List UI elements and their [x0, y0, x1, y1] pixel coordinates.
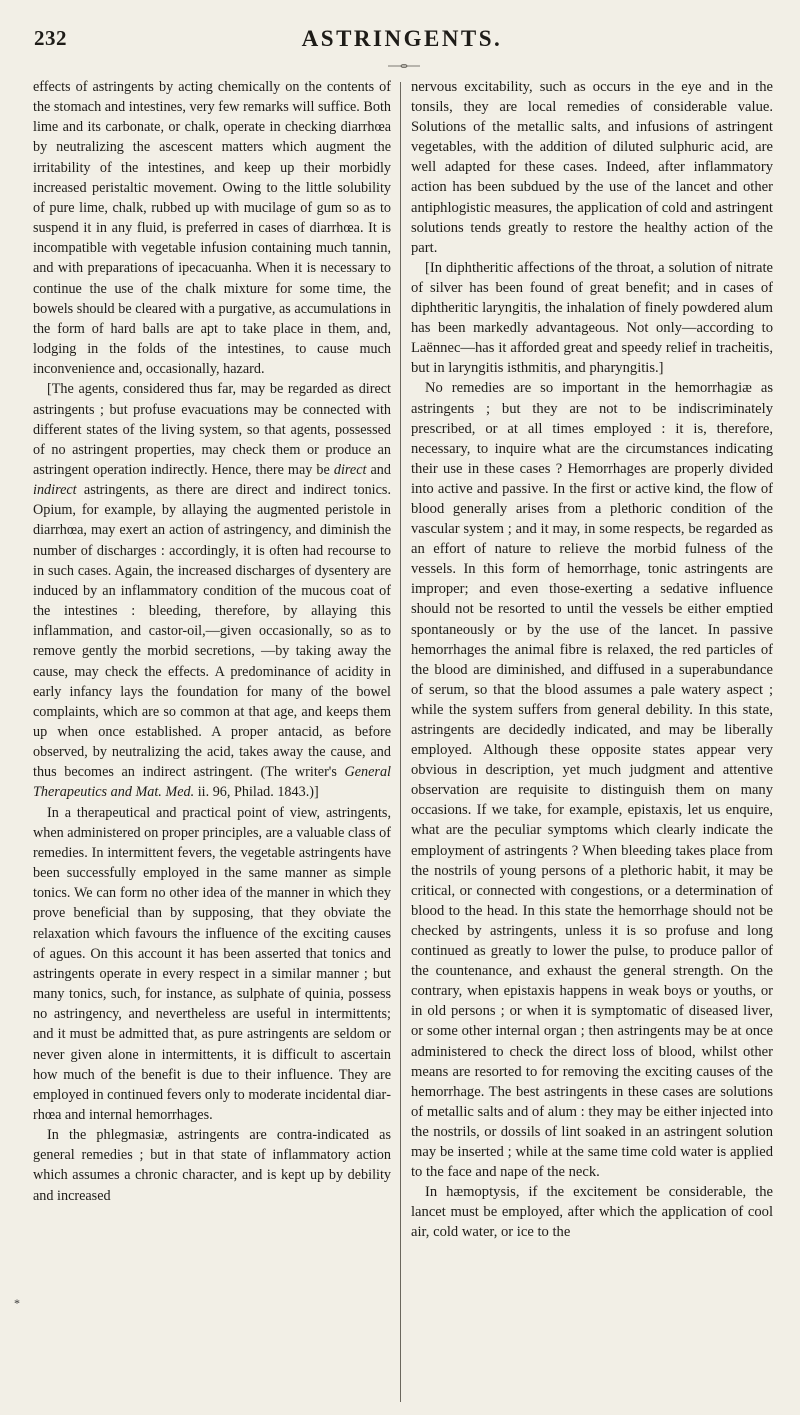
left-paragraph-1: effects of astringents by acting chemically on the contents of the stomach and intestines, very few remarks will suffice. Both lime and its carbonate, or chalk, operate in checking diarrhœa by neutralizing the ascescent matters which augment the irritability of the intestines, and keep up their morbidly increased peristaltic movement. Owing to the little solubility of pure lime, chalk, rubbed up with mucilage of gum so as to suspend it in any fluid, is preferred in cases of diarrhœa. It is incompatible with vegetable infusion containing much tannin, and with preparations of ipecacuanha. When it is necessary to continue the use of the chalk mixture for some time, the bowels should be cleared with a purgative, as accumulations in the form of hard balls are apt to take place in them, and, lodging in the folds of the intestines, to cause much inconvenience and, occasionally, hazard. — [33, 79, 391, 378]
left-paragraph-2-text-c: ii. 96, Philad. 1843.)] — [194, 784, 319, 801]
margin-mark: * — [14, 1296, 20, 1310]
running-title: ASTRINGENTS. — [301, 26, 503, 51]
left-paragraph-2-text-b: astringents, as there are direct and indirect tonics. Opium, for example, by allaying the augmented peristole in diarrhœa, may exert an action of astringency, and diminish the number of discharges : accordingly, it is often had recourse to in such cases. Again, the increased discharges of dysentery are induced by an inflammatory condition of the mucous coat of the intestines : bleeding, therefore, by allaying this inflammation, and castor-oil,—given occasionally, so as to remove gently the morbid secretions, —by taking away the cause, may check the effects. A predominance of acidity in early infancy lays the foundation for many of the bowel complaints, which are so common at that age, and keeps them up when once established. A proper antacid, as before observed, by neutralizing the acid, takes away the cause, and thus becomes an indirect astringent. (The writer's — [33, 482, 391, 781]
left-paragraph-2-and: and — [366, 461, 391, 478]
term-indirect: indirect — [33, 482, 77, 499]
page-header — [34, 26, 770, 56]
right-paragraph-4: In hæmoptysis, if the excitement be considerable, the lancet must be employed, after which the application of cool air, cold water, or ice to the — [411, 1184, 773, 1241]
right-column — [411, 77, 773, 1402]
page-number: 232 — [34, 26, 67, 50]
left-paragraph-2 — [33, 379, 391, 802]
book-title-citation: General Therapeutics and Mat. Med. — [33, 764, 391, 801]
left-paragraph-4: In the phlegmasiæ, astringents are contra-indicated as general remedies ; but in that state of inflammatory action which assumes a chronic character, and is kept up by debility and increased — [33, 1127, 391, 1204]
header-ornament — [386, 63, 422, 69]
term-direct: direct — [333, 461, 367, 478]
column-divider — [400, 82, 401, 1402]
right-paragraph-3: No remedies are so important in the hemorrhagiæ as astringents ; but they are not to be indiscriminately prescribed, or at all times employed : it is, therefore, necessary, to inquire what are the circumstances indicating their use in these cases ? Hemorrhages are properly divided into active and passive. In the first or active kind, the flow of blood generally arises from a plethoric condition of the vascular system ; and it may, in some respects, be regarded as an effort of nature to relieve the morbid fulness of the vessels. In this form of hemorrhage, tonic astringents are improper; and even those-exerting a sedative influence should not be resorted to until the vessels be either emptied spontaneously or by the use of the lancet. In passive hemorrhages the animal fibre is relaxed, the red particles of the blood are diminished, and diffused in a superabundance of serum, so that the blood assumes a pale watery aspect ; while the system suffers from general debility. In this state, astringents are decidedly indicated, and may be liberally employed. Although these opposite states appear very obvious in description, yet much judgment and attentive observation are requisite to distinguish them on many occasions. If we take, for example, epistaxis, let us enquire, what are the peculiar symptoms which clearly indicate the employment of astringents ? When bleeding takes place from the nostrils of young persons of a plethoric habit, it may be critical, or connected with congestions, or a determination of blood to the head. In this state the hemorrhage should not be checked by astringents, unless it is so profuse and long continued as greatly to lower the pulse, to produce pallor of the countenance, and exhaust the general strength. On the contrary, when epistaxis happens in weak boys or youths, or in old persons ; or when it is symptomatic of diseased liver, or some other internal organ ; then astringents may be at once administered to check the direct loss of blood, whilst other means are resorted to for removing the exciting causes of the hemorrhage. The best astringents in these cases are solutions of metallic salts and of alum : they may be either injected into the nostrils, or dossils of lint soaked in an astringent solution may be inserted ; while at the same time cold water is applied to the face and nape of the neck. — [411, 380, 773, 1181]
right-paragraph-1: nervous excitability, such as occurs in the eye and in the tonsils, they are local remedies of considerable value. Solutions of the metallic salts, and infusions of astringent vegetables, with the addition of diluted sulphuric acid, are well adapted for these cases. Indeed, after inflammatory action has been subdued by the use of the lancet and other antiphlogistic measures, the application of cold and astringent solutions tends greatly to restore the healthy action of the part. — [411, 79, 773, 256]
left-paragraph-2-text-a: [The agents, considered thus far, may be regarded as direct astringents ; but profuse evacuations may be connected with different states of the living system, so that agents, possessed of no astringent properties, may check them or produce an astringent operation indirectly. Hence, there may be — [33, 381, 391, 478]
right-paragraph-2: [In diphtheritic affections of the throat, a solution of nitrate of silver has been found of great benefit; and in cases of diphtheritic laryngitis, the inhalation of finely powdered alum has been markedly advantageous. Not only—according to Laënnec—has it afforded great and speedy relief in tracheitis, but in laryngitis isthmitis, and pharyngitis.] — [411, 259, 773, 377]
left-column — [33, 77, 391, 1402]
left-paragraph-3: In a therapeutical and practical point of view, astringents, when administered on proper principles, are a valuable class of remedies. In intermittent fevers, the vegetable astringents have been successfully employed in the same manner as simple tonics. We can form no other idea of the manner in which they prove beneficial than by supposing, that they obviate the relaxation which favours the influence of the exciting causes of agues. On this account it has been asserted that tonics and astringents operate in every respect in a similar manner ; but many tonics, such, for instance, as sulphate of quinia, possess no astringency, and nevertheless are useful in intermittents; and it must be admitted that, as pure astringents are seldom or never given alone in intermittents, it is difficult to ascertain how much of the benefit is due to their influence. They are employed in continued fevers only to moderate incidental diarrhœa and internal hemorrhages. — [33, 804, 391, 1123]
